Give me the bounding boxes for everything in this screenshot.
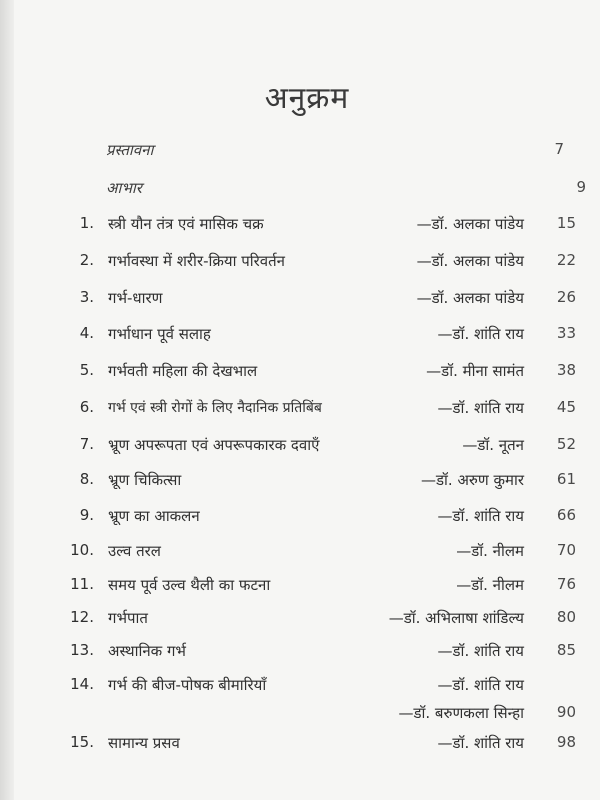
page-number: 66	[556, 506, 576, 524]
toc-chapter-row[interactable]	[14, 733, 600, 763]
page-number: 45	[556, 398, 576, 416]
page-number: 7	[554, 140, 564, 158]
toc-chapter-row[interactable]	[14, 435, 600, 465]
page-number: 85	[556, 641, 576, 659]
chapter-title: गर्भ की बीज-पोषक बीमारियाँ	[108, 676, 267, 694]
chapter-number: 9.	[79, 506, 94, 524]
prelim-title: प्रस्तावना	[106, 141, 154, 159]
chapter-title: भ्रूण अपरूपता एवं अपरूपकारक दवाएँ	[108, 436, 320, 454]
chapter-title: समय पूर्व उल्व थैली का फटना	[108, 576, 271, 594]
chapter-title: गर्भपात	[108, 609, 148, 627]
chapter-number: 5.	[79, 361, 94, 379]
chapter-author: —डॉ. अभिलाषा शांडिल्य	[388, 609, 524, 627]
chapter-title: अस्थानिक गर्भ	[108, 642, 186, 660]
chapter-number: 7.	[79, 435, 94, 453]
toc-chapter-row[interactable]	[14, 361, 600, 391]
page-number: 15	[556, 214, 576, 232]
prelim-title: आभार	[106, 179, 142, 197]
chapter-number: 10.	[70, 541, 94, 559]
chapter-title: गर्भावस्था में शरीर-क्रिया परिवर्तन	[108, 252, 286, 270]
chapter-author: —डॉ. अलका पांडेय	[416, 215, 524, 233]
toc-chapter-row-continued[interactable]	[14, 703, 600, 733]
page-number: 9	[576, 178, 586, 196]
chapter-author: —डॉ. शांति राय	[437, 734, 524, 752]
chapter-number: 11.	[70, 575, 94, 593]
page-number: 38	[556, 361, 576, 379]
chapter-number: 4.	[79, 324, 94, 342]
chapter-title: भ्रूण चिकित्सा	[108, 471, 182, 489]
chapter-author: —डॉ. शांति राय	[437, 642, 524, 660]
chapter-author: —डॉ. शांति राय	[437, 507, 524, 525]
chapter-author: —डॉ. शांति राय	[437, 399, 524, 417]
toc-chapter-row[interactable]	[14, 675, 600, 705]
chapter-author: —डॉ. मीना सामंत	[426, 362, 524, 380]
toc-chapter-row[interactable]	[14, 398, 600, 428]
toc-chapter-row[interactable]	[14, 541, 600, 571]
toc-chapter-row[interactable]	[14, 288, 600, 318]
toc-chapter-row[interactable]	[14, 608, 600, 638]
chapter-title: गर्भवती महिला की देखभाल	[108, 362, 258, 380]
chapter-number: 6.	[79, 398, 94, 416]
chapter-title: सामान्य प्रसव	[108, 734, 180, 752]
chapter-author: —डॉ. अलका पांडेय	[416, 289, 524, 307]
toc-chapter-row[interactable]	[14, 470, 600, 500]
chapter-author: —डॉ. नीलम	[456, 576, 524, 594]
chapter-title: गर्भ-धारण	[108, 289, 163, 307]
chapter-author: —डॉ. शांति राय	[437, 325, 524, 343]
chapter-number: 1.	[79, 214, 94, 232]
page-binding-shadow	[0, 0, 14, 800]
page-number: 80	[556, 608, 576, 626]
toc-prelim-row[interactable]	[14, 178, 600, 208]
chapter-number: 12.	[70, 608, 94, 626]
chapter-number: 2.	[79, 251, 94, 269]
chapter-number: 8.	[79, 470, 94, 488]
chapter-number: 13.	[70, 641, 94, 659]
chapter-author-second: —डॉ. बरुणकला सिन्हा	[398, 704, 524, 722]
chapter-title: गर्भ एवं स्त्री रोगों के लिए नैदानिक प्रतिबिंब	[108, 400, 322, 416]
toc-chapter-row[interactable]	[14, 641, 600, 671]
page-number: 70	[556, 541, 576, 559]
chapter-author: —डॉ. अरुण कुमार	[421, 471, 524, 489]
page-number: 26	[556, 288, 576, 306]
chapter-title: भ्रूण का आकलन	[108, 507, 200, 525]
page-number: 22	[556, 251, 576, 269]
page-number: 76	[556, 575, 576, 593]
toc-chapter-row[interactable]	[14, 506, 600, 536]
page-number: 61	[556, 470, 576, 488]
toc-chapter-row[interactable]	[14, 324, 600, 354]
chapter-number: 15.	[70, 733, 94, 751]
chapter-author: —डॉ. नीलम	[456, 542, 524, 560]
chapter-title: उल्व तरल	[108, 542, 161, 560]
page-number: 90	[556, 703, 576, 721]
chapter-number: 3.	[79, 288, 94, 306]
chapter-author: —डॉ. शांति राय	[437, 676, 524, 694]
chapter-number: 14.	[70, 675, 94, 693]
chapter-author: —डॉ. अलका पांडेय	[416, 252, 524, 270]
contents-page	[14, 0, 600, 800]
page-number: 98	[556, 733, 576, 751]
toc-prelim-row[interactable]	[14, 140, 600, 170]
chapter-author: —डॉ. नूतन	[462, 436, 524, 454]
page-number: 33	[556, 324, 576, 342]
toc-chapter-row[interactable]	[14, 214, 600, 244]
toc-chapter-row[interactable]	[14, 575, 600, 605]
chapter-title: गर्भाधान पूर्व सलाह	[108, 325, 211, 343]
chapter-title: स्त्री यौन तंत्र एवं मासिक चक्र	[108, 215, 264, 233]
toc-chapter-row[interactable]	[14, 251, 600, 281]
page-title: अनुक्रम	[264, 81, 350, 116]
page-number: 52	[556, 435, 576, 453]
